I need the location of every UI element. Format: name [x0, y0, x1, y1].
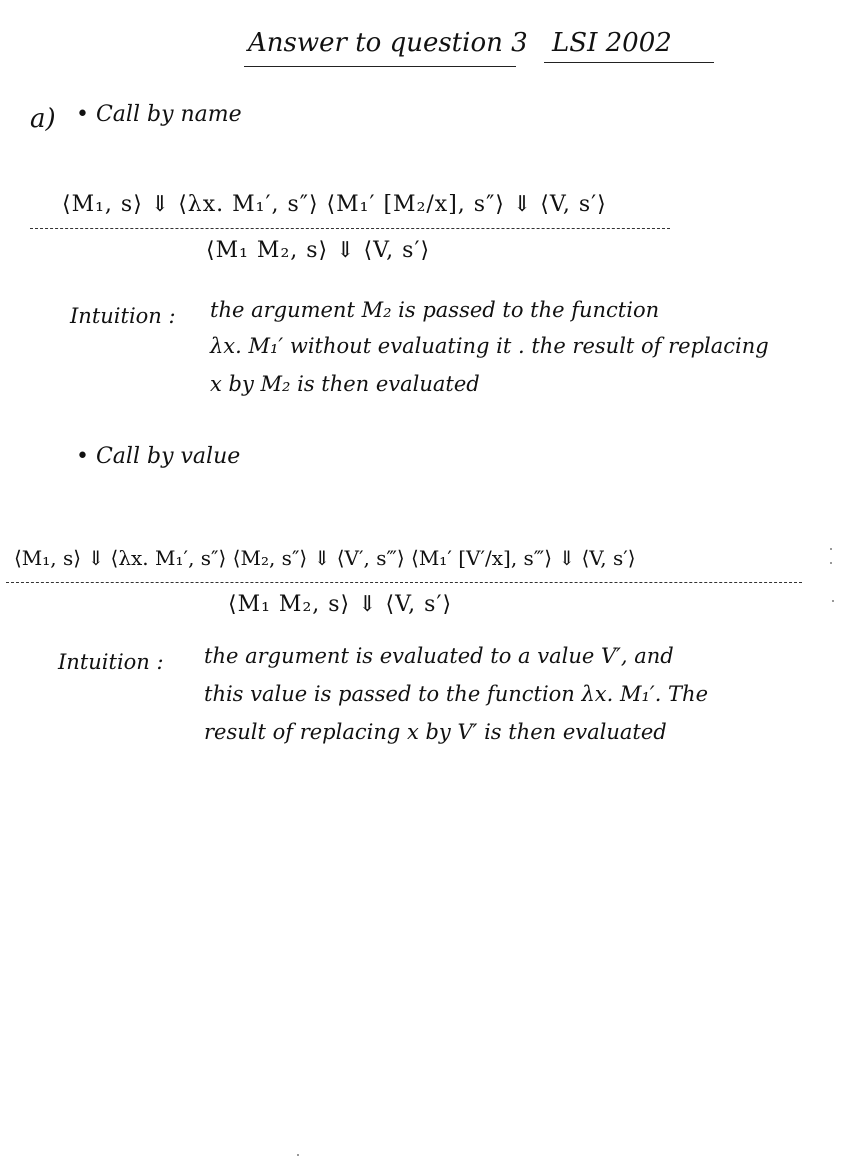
call-by-value-intuition-line-2: this value is passed to the function λx. M₁′. The — [204, 682, 708, 706]
call-by-name-conclusion: ⟨M₁ M₂, s⟩ ⇓ ⟨V, s′⟩ — [206, 238, 431, 263]
call-by-name-intuition-line-3: x by M₂ is then evaluated — [210, 372, 480, 396]
call-by-value-inference-line — [6, 582, 802, 583]
scan-speck — [830, 562, 832, 564]
call-by-value-heading: • Call by value — [76, 444, 241, 469]
call-by-name-intuition-line-1: the argument M₂ is passed to the function — [210, 298, 660, 322]
call-by-name-premise: ⟨M₁, s⟩ ⇓ ⟨λx. M₁′, s″⟩ ⟨M₁′ [M₂/x], s″⟩ ⇓ ⟨V, s′⟩ — [62, 192, 607, 217]
title-underline-left — [244, 66, 516, 67]
call-by-value-conclusion: ⟨M₁ M₂, s⟩ ⇓ ⟨V, s′⟩ — [228, 592, 453, 617]
call-by-name-intuition-line-2: λx. M₁′ without evaluating it . the result of replacing — [210, 334, 769, 358]
call-by-value-intuition-line-1: the argument is evaluated to a value V′, and — [204, 644, 674, 668]
title-course: LSI 2002 — [552, 28, 672, 58]
call-by-name-inference-line — [30, 228, 670, 229]
call-by-name-intuition-label: Intuition : — [70, 304, 176, 328]
part-label: a) — [30, 104, 56, 134]
scan-speck — [830, 548, 832, 550]
title-question: Answer to question 3 — [248, 28, 528, 58]
call-by-value-intuition-line-3: result of replacing x by V′ is then evaluated — [204, 720, 667, 744]
scan-speck — [297, 1154, 299, 1156]
scan-speck — [832, 600, 834, 602]
title-underline-right — [544, 62, 714, 63]
call-by-name-heading: • Call by name — [76, 102, 242, 127]
call-by-value-intuition-label: Intuition : — [58, 650, 164, 674]
call-by-value-premise: ⟨M₁, s⟩ ⇓ ⟨λx. M₁′, s″⟩ ⟨M₂, s″⟩ ⇓ ⟨V′, s‴⟩ ⟨M₁′ [V′/x], s‴⟩ ⇓ ⟨V, s′⟩ — [14, 546, 636, 570]
